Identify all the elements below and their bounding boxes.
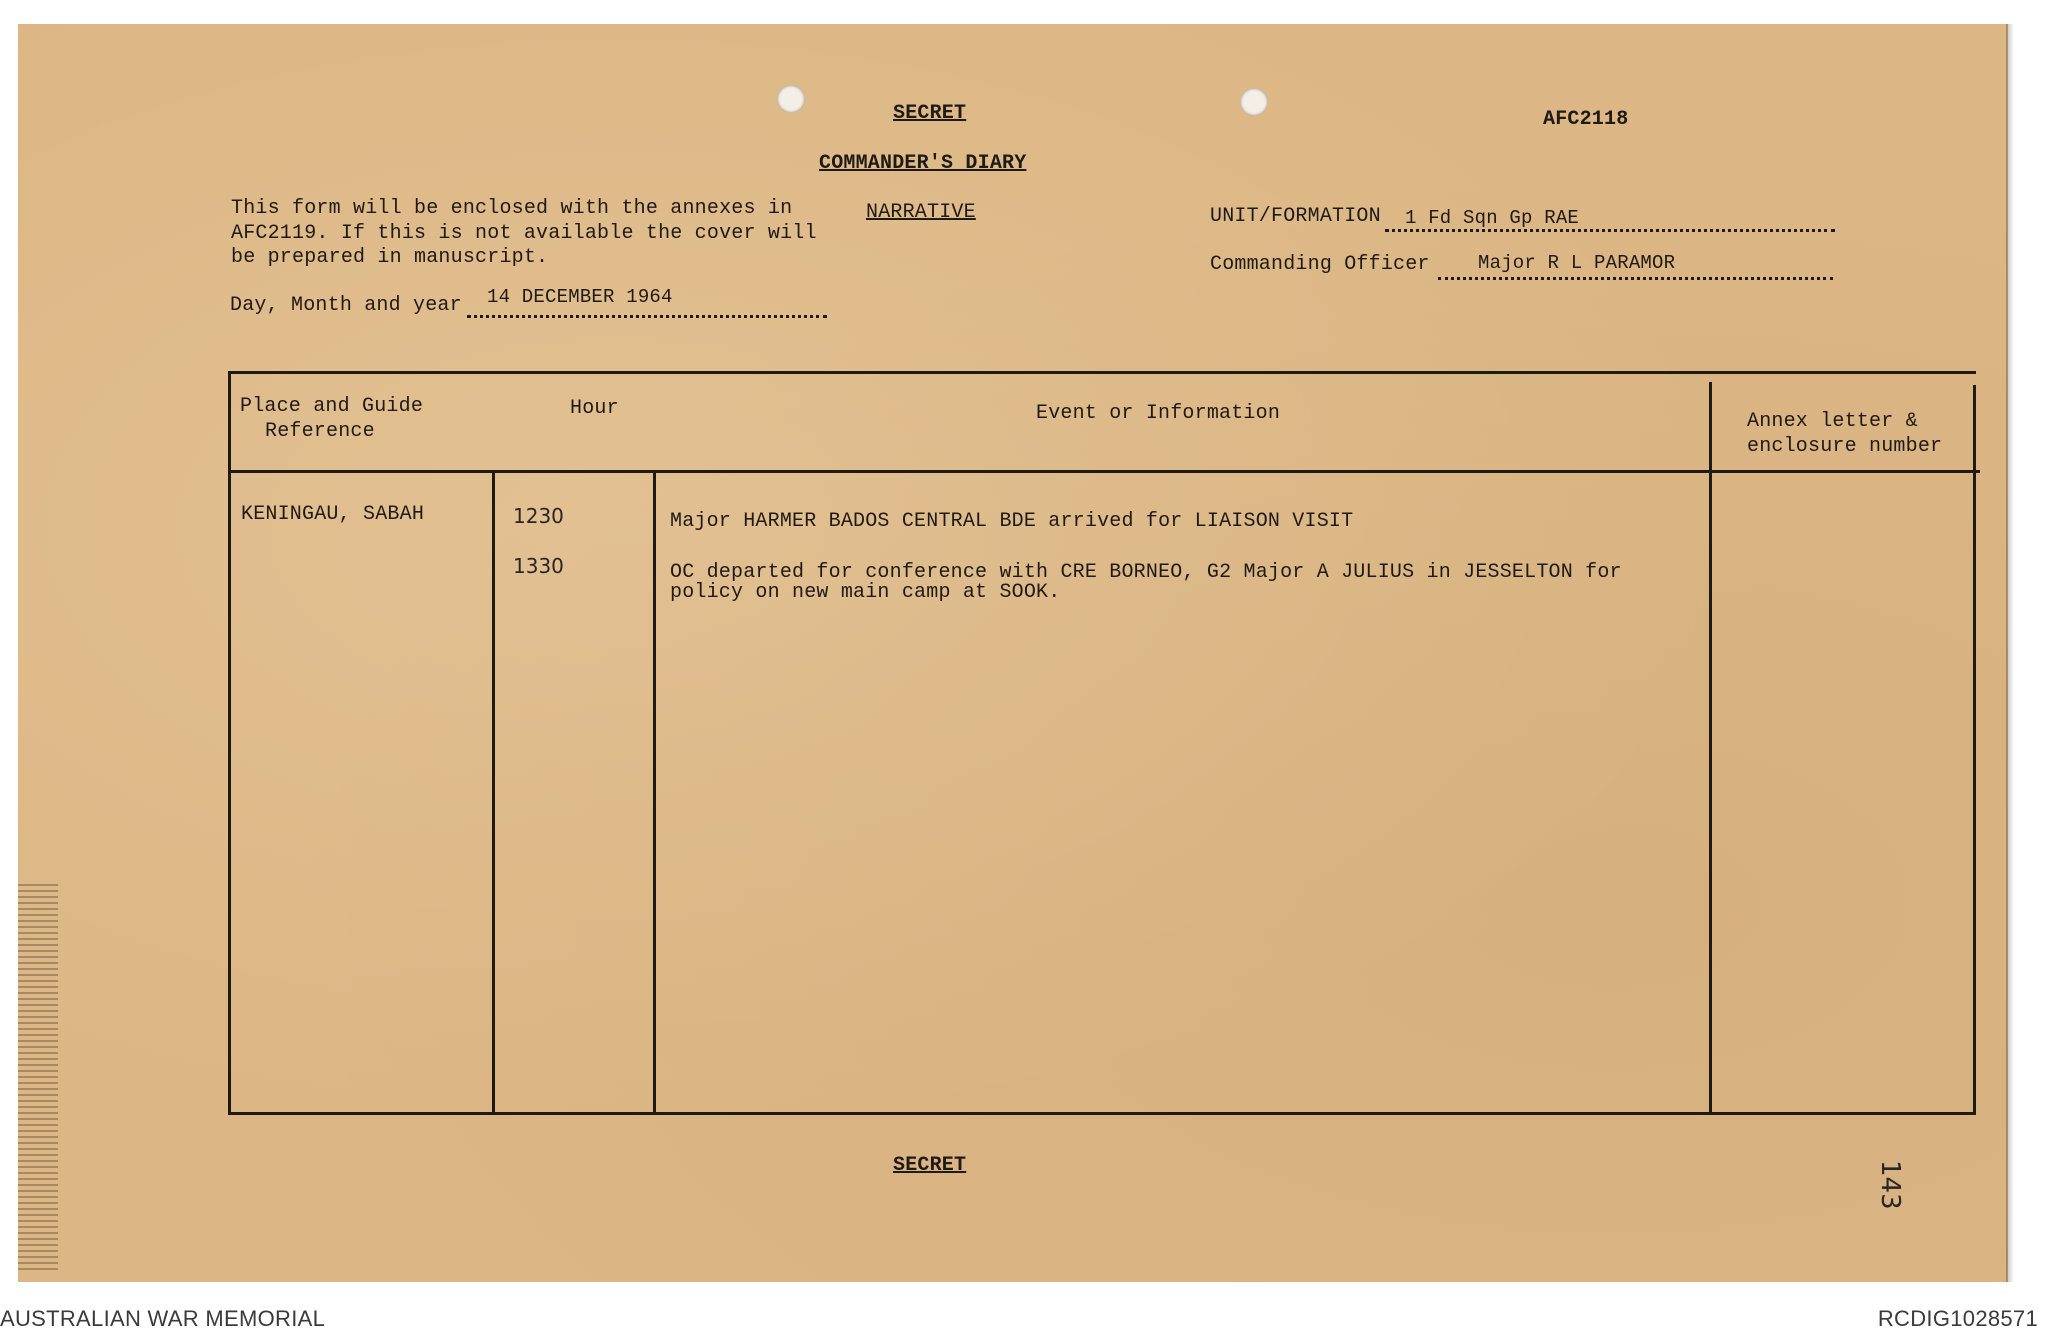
classification-top: SECRET (893, 102, 967, 125)
diary-title: COMMANDER'S DIARY (819, 152, 1027, 175)
unit-label: UNIT/FORMATION (1210, 205, 1381, 228)
diary-subtitle: NARRATIVE (866, 201, 976, 224)
punch-hole-left (777, 85, 805, 113)
event-cell-1: Major HARMER BADOS CENTRAL BDE arrived for LIAISON VISIT (670, 510, 1354, 533)
classification-bottom: SECRET (893, 1154, 967, 1177)
table-bottom-border (229, 1112, 1975, 1115)
date-label: Day, Month and year (230, 294, 462, 317)
instruction-line-3: be prepared in manuscript. (231, 246, 549, 269)
unit-dotted-line (1385, 229, 1835, 232)
event-cell-2: OC departed for conference with CRE BORNEO, G2 Major A JULIUS in JESSELTON for (670, 561, 1622, 584)
table-header-divider (228, 470, 1980, 473)
hour-cell-1: 1230 (513, 504, 564, 528)
column-divider-1 (492, 470, 495, 1114)
instruction-line-2: AFC2119. If this is not available the cover will (231, 222, 817, 245)
page-number: 143 (1875, 1160, 1905, 1210)
event-cell-2-line-2: policy on new main camp at SOOK. (670, 581, 1061, 604)
co-value: Major R L PARAMOR (1478, 252, 1676, 274)
header-event: Event or Information (1036, 402, 1281, 425)
punch-hole-right (1240, 88, 1268, 116)
column-divider-2 (653, 470, 656, 1114)
caption-left: AUSTRALIAN WAR MEMORIAL (0, 1306, 326, 1331)
co-dotted-line (1438, 277, 1833, 280)
page-shadow (2006, 24, 2014, 1282)
header-place-line-2: Reference (265, 420, 375, 443)
header-hour: Hour (570, 397, 619, 420)
date-value: 14 DECEMBER 1964 (487, 286, 673, 308)
date-dotted-line (467, 315, 827, 318)
header-annex: Annex letter & (1747, 410, 1918, 433)
column-divider-3 (1709, 382, 1712, 1114)
instruction-line-1: This form will be enclosed with the annexes in (231, 197, 793, 220)
table-top-border (228, 371, 1976, 374)
caption-right: RCDIG1028571 (1877, 1306, 2038, 1331)
table-right-border (1973, 385, 1976, 1115)
unit-value: 1 Fd Sqn Gp RAE (1405, 207, 1580, 229)
header-place: Place and Guide (240, 395, 424, 418)
form-number: AFC2118 (1543, 108, 1629, 131)
co-label: Commanding Officer (1210, 253, 1430, 276)
torn-edge (18, 880, 58, 1270)
hour-cell-2: 1330 (513, 554, 564, 578)
place-cell: KENINGAU, SABAH (241, 503, 425, 526)
header-annex-line-2: enclosure number (1747, 435, 1943, 458)
table-left-border (228, 371, 231, 1115)
